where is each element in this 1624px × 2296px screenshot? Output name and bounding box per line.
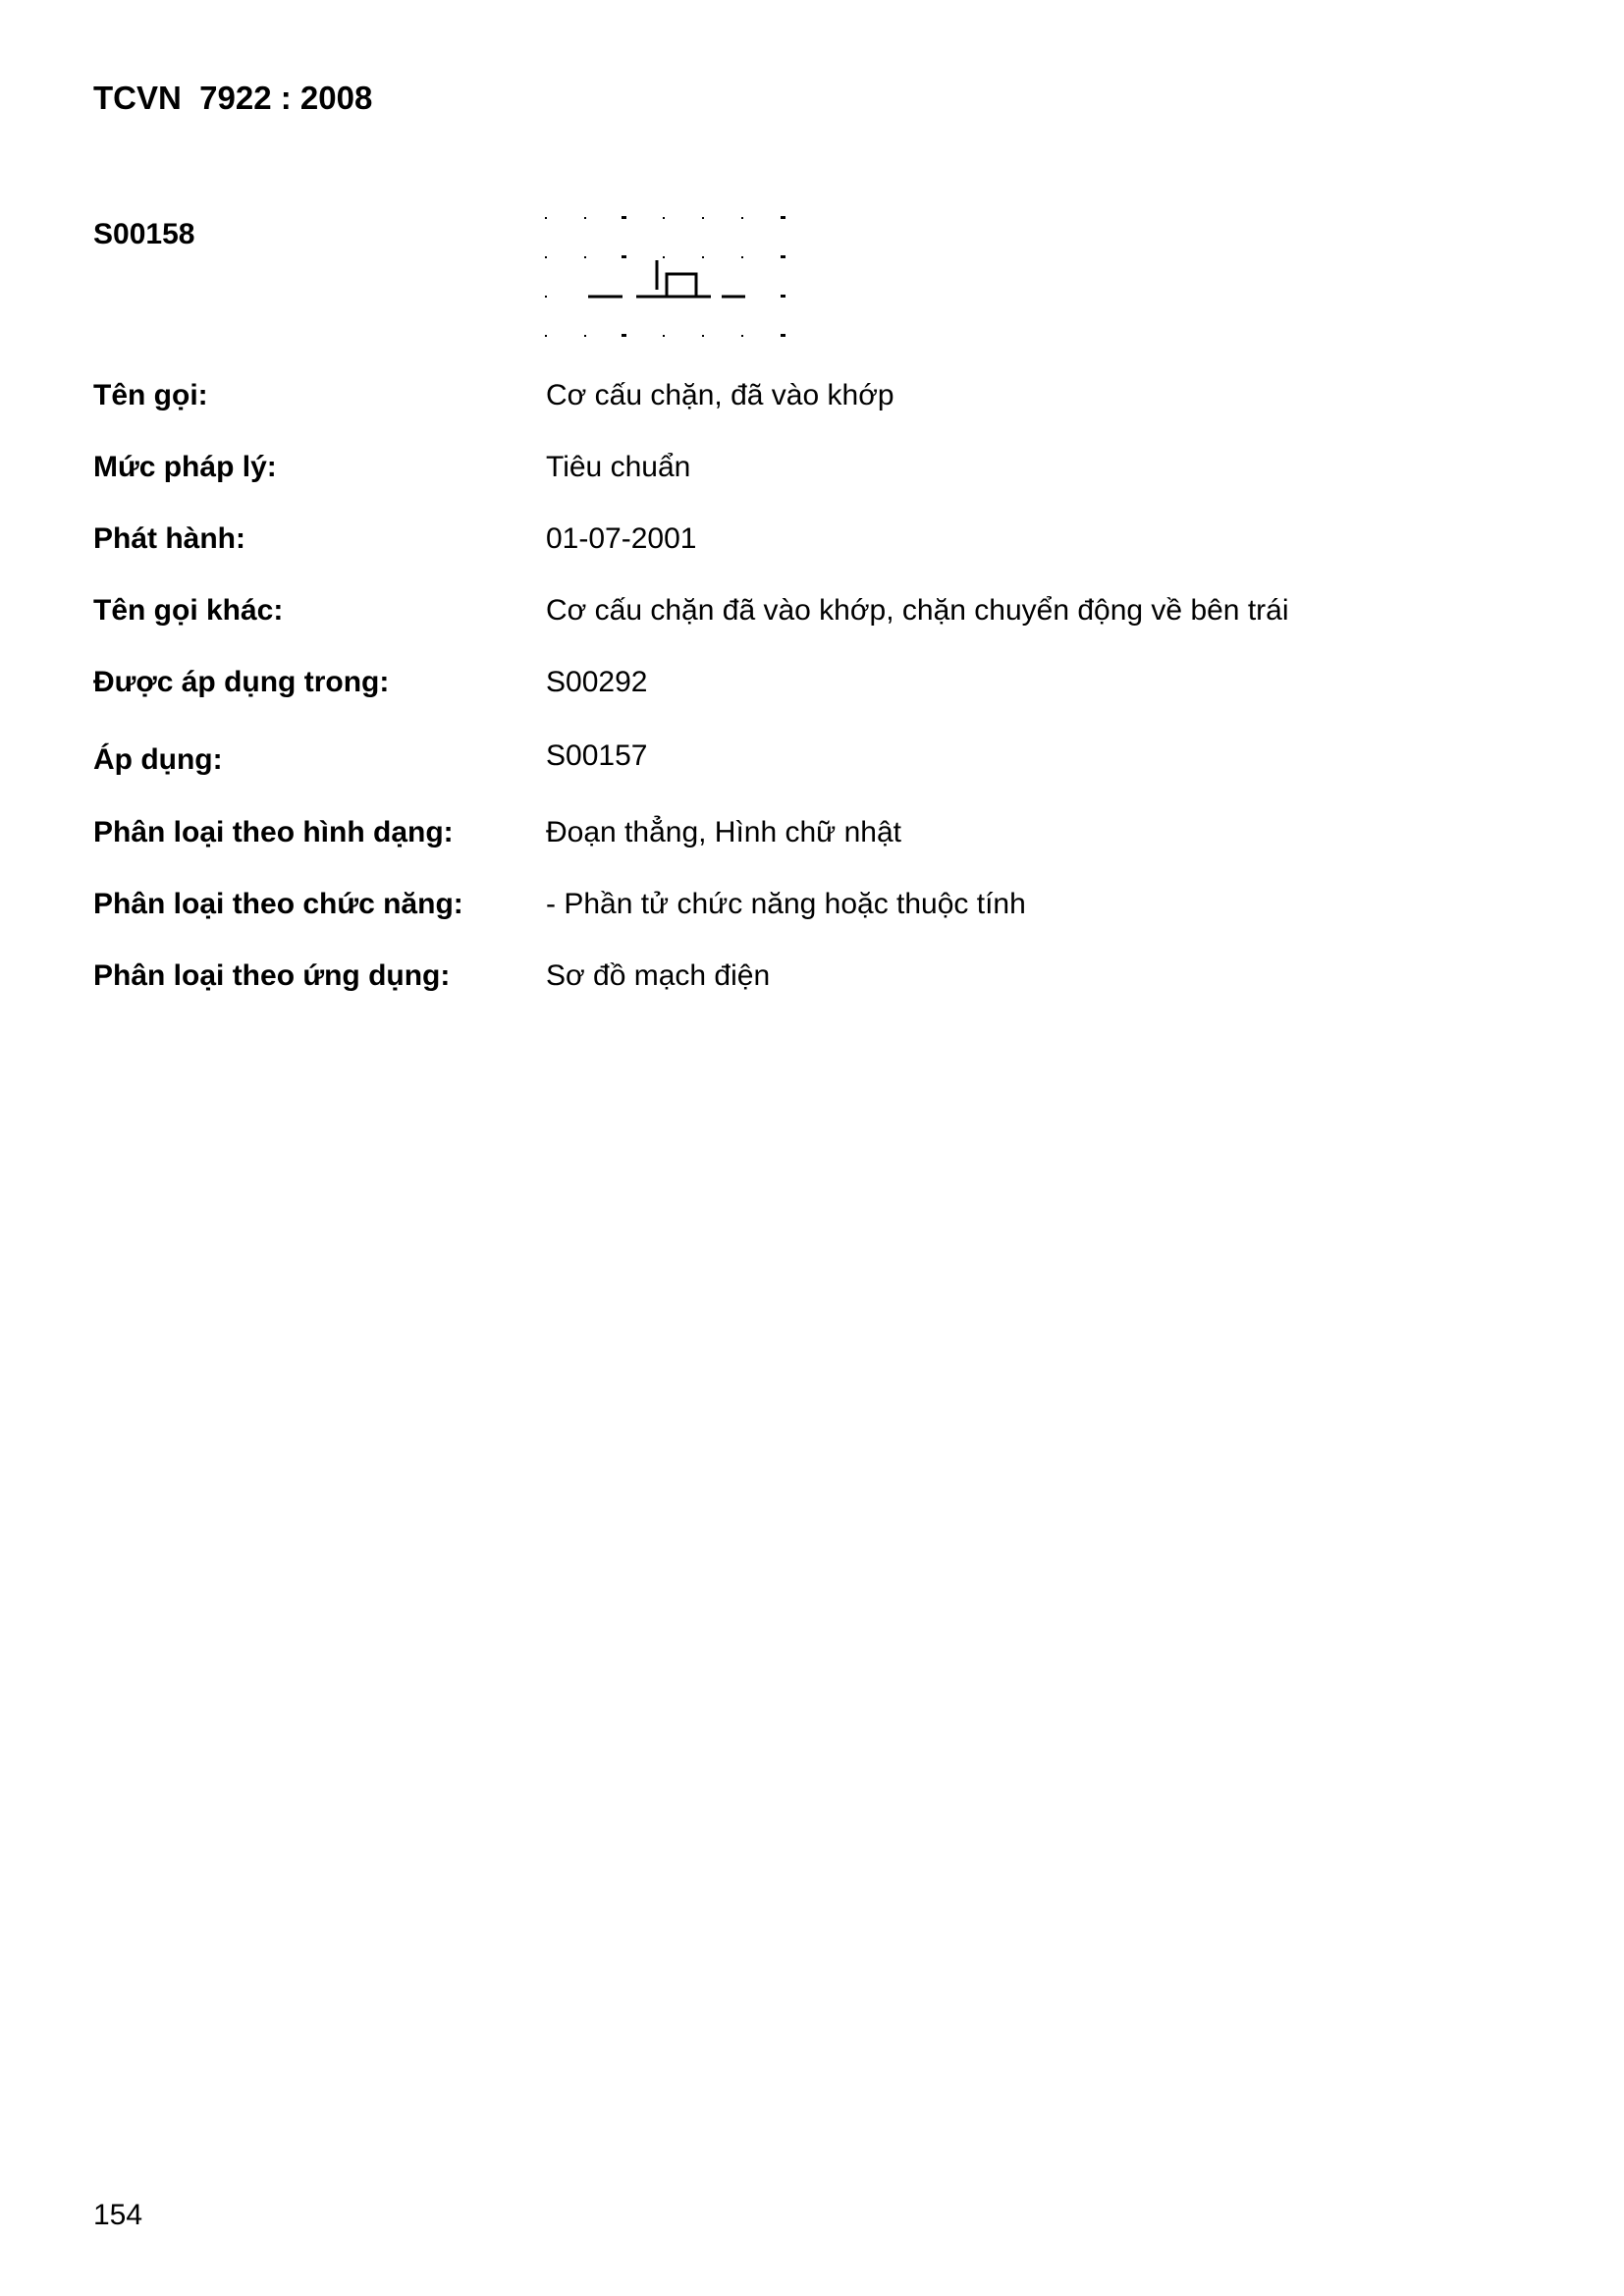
field-value: 01-07-2001 — [546, 522, 697, 555]
field-value: Cơ cấu chặn, đã vào khớp — [546, 379, 894, 411]
field-row-applies — [0, 737, 1624, 786]
field-row-issued — [0, 519, 1624, 569]
field-label: Áp dụng: — [93, 743, 223, 776]
field-value: - Phần tử chức năng hoặc thuộc tính — [546, 888, 1026, 920]
field-row-application-class — [0, 957, 1624, 1006]
field-value: Sơ đồ mạch điện — [546, 959, 771, 992]
field-label: Tên gọi khác: — [93, 594, 284, 627]
field-label: Phát hành: — [93, 522, 245, 555]
symbol-code: S00158 — [93, 218, 195, 250]
locking-mechanism-symbol-icon — [539, 201, 804, 349]
standard-title: TCVN 7922 : 2008 — [93, 80, 373, 116]
field-label: Được áp dụng trong: — [93, 666, 390, 698]
field-row-function-class — [0, 885, 1624, 934]
field-value: Đoạn thẳng, Hình chữ nhật — [546, 816, 901, 848]
field-row-legal-level — [0, 448, 1624, 497]
field-value: S00292 — [546, 666, 648, 698]
field-label: Tên gọi: — [93, 379, 208, 411]
field-value: Tiêu chuẩn — [546, 451, 691, 483]
field-value: S00157 — [546, 739, 648, 772]
field-label: Phân loại theo chức năng: — [93, 888, 463, 920]
field-row-other-names — [0, 591, 1624, 640]
symbol-strokes — [588, 260, 745, 297]
field-row-name — [0, 376, 1624, 425]
field-row-applied-in — [0, 663, 1624, 712]
field-label: Phân loại theo ứng dụng: — [93, 959, 451, 992]
field-label: Phân loại theo hình dạng: — [93, 816, 454, 848]
field-value: Cơ cấu chặn đã vào khớp, chặn chuyển động về bên trái — [546, 594, 1289, 627]
field-row-shape-class — [0, 813, 1624, 862]
field-label: Mức pháp lý: — [93, 451, 277, 483]
page-number: 154 — [93, 2199, 143, 2231]
